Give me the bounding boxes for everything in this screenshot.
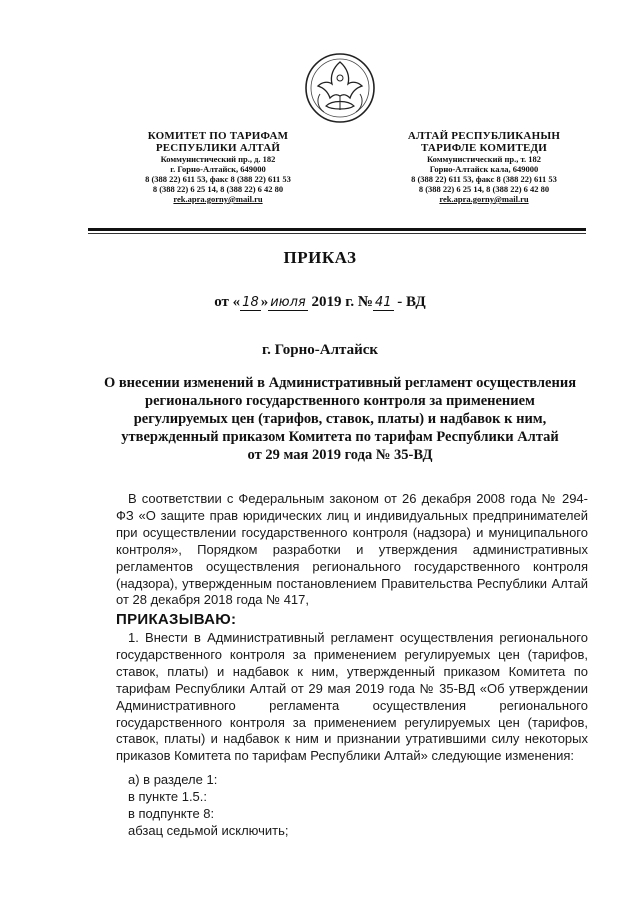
order-date-number: [0, 294, 640, 311]
amendment-item: в подпункте 8:: [128, 805, 215, 821]
header-divider-thick: [88, 228, 586, 231]
paragraph-line: государственного контроля за применением регулируемых цен (тарифов,: [116, 714, 588, 730]
subject-line: от 29 мая 2019 года № 35-ВД: [247, 447, 433, 463]
paragraph-line: ставок, платы) и надбавок к ним и признании утратившими силу некоторых: [116, 731, 588, 747]
subject-line: утвержденный приказом Комитета по тарифам Республики Алтай: [121, 429, 559, 445]
header-left-title2: РЕСПУБЛИКИ АЛТАЙ: [155, 142, 281, 154]
date-mid: »: [260, 294, 269, 310]
handwritten-number: 41: [374, 295, 392, 310]
paragraph-line: при осуществлении государственного контроля (надзора) и муниципального: [116, 524, 588, 540]
item-one-paragraph: [116, 630, 588, 765]
header-right-email[interactable]: rek.apra.gorny@mail.ru: [439, 194, 529, 204]
amendment-items: [116, 772, 588, 840]
header-right-city: Горно-Алтайск кала, 649000: [429, 164, 539, 174]
paragraph-line: регламентов осуществления регионального государственного контроля: [116, 558, 588, 574]
header-left-phone2: 8 (388 22) 6 25 14, 8 (388 22) 6 42 80: [152, 184, 284, 194]
amendment-item: абзац седьмой исключить;: [128, 822, 289, 838]
subject-line: регионального государственного контроля за применением: [145, 393, 535, 409]
paragraph-line: ставок, платы) и надбавок к ним, утвержденный приказом Комитета по: [116, 663, 588, 679]
header-right: [364, 130, 604, 204]
paragraph-line: ФЗ «О защите прав юридических лиц и индивидуальных предпринимателей: [116, 507, 588, 523]
header-left-title1: КОМИТЕТ ПО ТАРИФАМ: [147, 130, 289, 142]
paragraph-line: приказов Комитета по тарифам Республики Алтай» следующие изменения:: [116, 748, 575, 764]
header-left: [98, 130, 338, 204]
header-right-address: Коммунистический пр., т. 182: [426, 154, 542, 164]
paragraph-line: В соответствии с Федеральным законом от 26 декабря 2008 года № 294-: [128, 491, 588, 506]
subject-line: О внесении изменений в Административный регламент осуществления: [103, 375, 577, 391]
amendment-item: в пункте 1.5.:: [128, 788, 208, 804]
header-left-email[interactable]: rek.apra.gorny@mail.ru: [173, 194, 263, 204]
header-right-phone2: 8 (388 22) 6 25 14, 8 (388 22) 6 42 80: [418, 184, 550, 194]
header-left-phone1: 8 (388 22) 611 53, факс 8 (388 22) 611 53: [145, 174, 291, 184]
paragraph-line: контроля», Порядком разработки и утверждения административных: [116, 541, 588, 557]
header-right-title2: ТАРИФЛЕ КОМИТЕДИ: [420, 142, 548, 154]
paragraph-line: Административного регламента осуществления регионального: [116, 697, 588, 713]
handwritten-month: июля: [270, 295, 306, 310]
document-city: г. Горно-Алтайск: [261, 342, 379, 358]
header-left-address: Коммунистический пр., д. 182: [160, 154, 276, 164]
paragraph-line: государственного контроля за применением регулируемых цен (тарифов,: [116, 646, 588, 662]
header-left-city: г. Горно-Алтайск, 649000: [170, 164, 266, 174]
paragraph-line: тарифам Республики Алтай от 29 мая 2019 года № 35-ВД «Об утверждении: [116, 680, 588, 696]
date-prefix: от «: [214, 294, 241, 310]
paragraph-line: от 28 декабря 2018 года № 417,: [116, 592, 310, 608]
preamble-paragraph: [116, 491, 588, 609]
date-year: 2019 г. №: [307, 294, 373, 310]
document-type-title: ПРИКАЗ: [283, 248, 357, 267]
amendment-item: а) в разделе 1:: [128, 772, 218, 787]
header-right-phone1: 8 (388 22) 611 53, факс 8 (388 22) 611 53: [411, 174, 557, 184]
handwritten-day: 18: [242, 295, 259, 310]
subject-line: регулируемых цен (тарифов, ставок, платы) и надбавок к ним,: [133, 411, 547, 427]
header-divider-thin: [88, 233, 586, 234]
paragraph-line: (надзора), утвержденным постановлением Правительства Республики Алтай: [116, 575, 588, 591]
paragraph-line: 1. Внести в Административный регламент осуществления регионального: [128, 630, 588, 645]
header-right-title1: АЛТАЙ РЕСПУБЛИКАНЫН: [407, 130, 561, 142]
decree-heading: ПРИКАЗЫВАЮ:: [116, 611, 237, 628]
number-suffix: - ВД: [393, 294, 426, 310]
document-subject: [100, 374, 580, 464]
republic-altai-emblem-icon: [300, 48, 380, 128]
